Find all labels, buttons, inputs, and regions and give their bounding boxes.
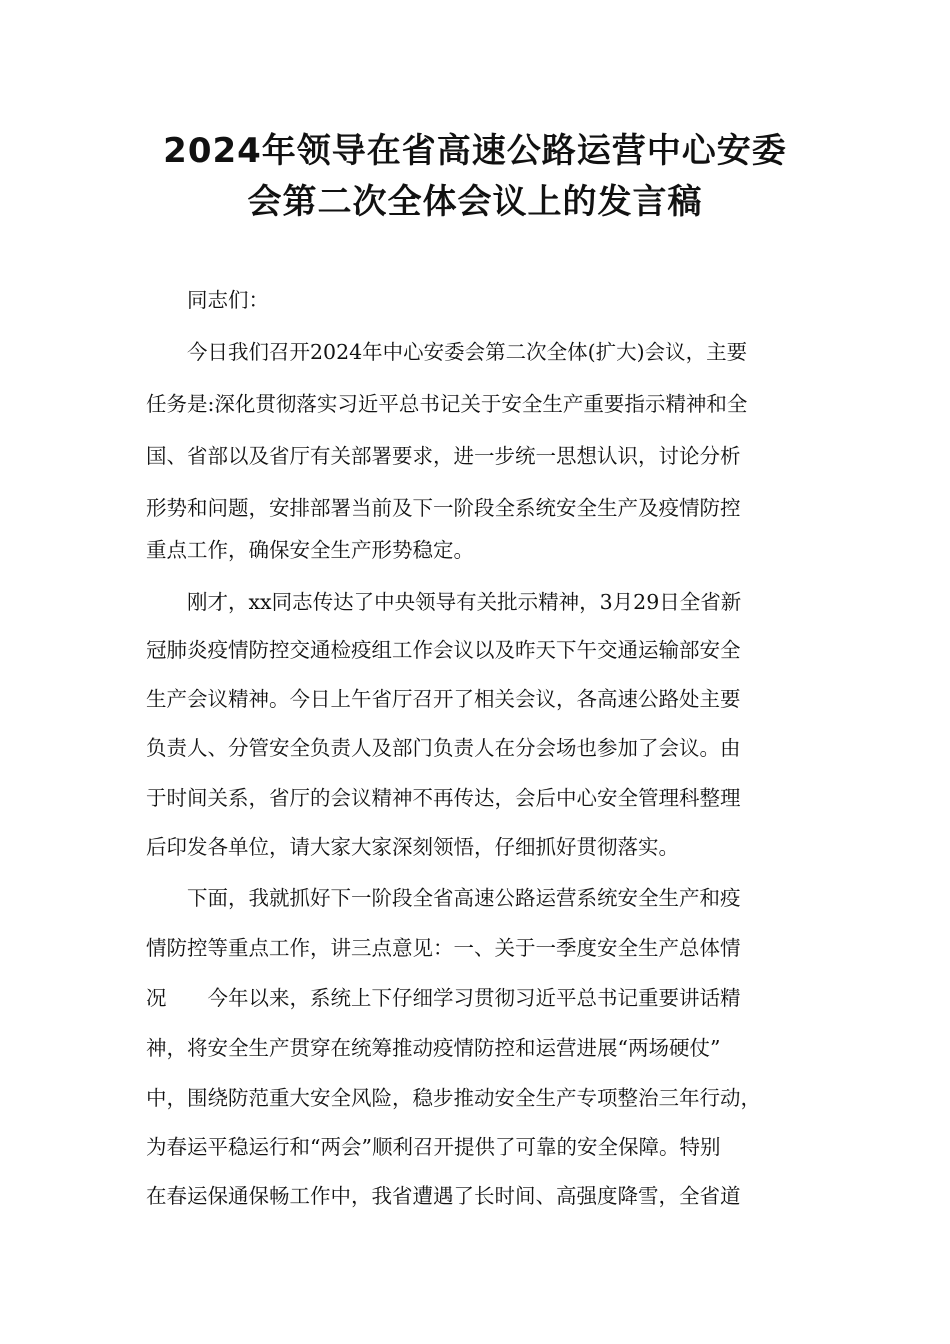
- body-line: 神，将安全生产贯穿在统筹推动疫情防控和运营进展“两场硬仗”: [146, 1036, 721, 1060]
- body-line: 负责人、分管安全负责人及部门负责人在分会场也参加了会议。由: [146, 736, 741, 760]
- title-line: 2024年领导在省高速公路运营中心安委: [163, 131, 787, 171]
- body-line: 情防控等重点工作，讲三点意见：一、关于一季度安全生产总体情: [146, 936, 741, 960]
- body-line: 生产会议精神。今日上午省厅召开了相关会议，各高速公路处主要: [146, 687, 741, 711]
- body-line: 冠肺炎疫情防控交通检疫组工作会议以及昨天下午交通运输部安全: [146, 638, 741, 662]
- body-line: 任务是:深化贯彻落实习近平总书记关于安全生产重要指示精神和全: [146, 392, 748, 416]
- salutation-line: 同志们：: [146, 288, 269, 312]
- document-title: [95, 126, 855, 228]
- body-line: 刚才，xx同志传达了中央领导有关批示精神，3月29日全省新: [146, 590, 742, 614]
- body-line: 重点工作，确保安全生产形势稳定。: [146, 538, 474, 562]
- body-line: 于时间关系，省厅的会议精神不再传达，会后中心安全管理科整理: [146, 786, 741, 810]
- body-line: 中，围绕防范重大安全风险，稳步推动安全生产专项整治三年行动，: [146, 1086, 761, 1110]
- body-line: 况 今年以来，系统上下仔细学习贯彻习近平总书记重要讲话精: [146, 986, 741, 1010]
- body-line: 在春运保通保畅工作中，我省遭遇了长时间、高强度降雪，全省道: [146, 1184, 741, 1208]
- body-line: 下面，我就抓好下一阶段全省高速公路运营系统安全生产和疫: [146, 886, 741, 910]
- body-line: 后印发各单位，请大家大家深刻领悟，仔细抓好贯彻落实。: [146, 835, 679, 859]
- body-line: 形势和问题，安排部署当前及下一阶段全系统安全生产及疫情防控: [146, 496, 741, 520]
- body-line: 为春运平稳运行和“两会”顺利召开提供了可靠的安全保障。特别: [146, 1135, 721, 1159]
- title-line: 会第二次全体会议上的发言稿: [247, 182, 703, 222]
- body-line: 今日我们召开2024年中心安委会第二次全体(扩大)会议，主要: [146, 340, 748, 364]
- body-line: 国、省部以及省厅有关部署要求，进一步统一思想认识，讨论分析: [146, 444, 741, 468]
